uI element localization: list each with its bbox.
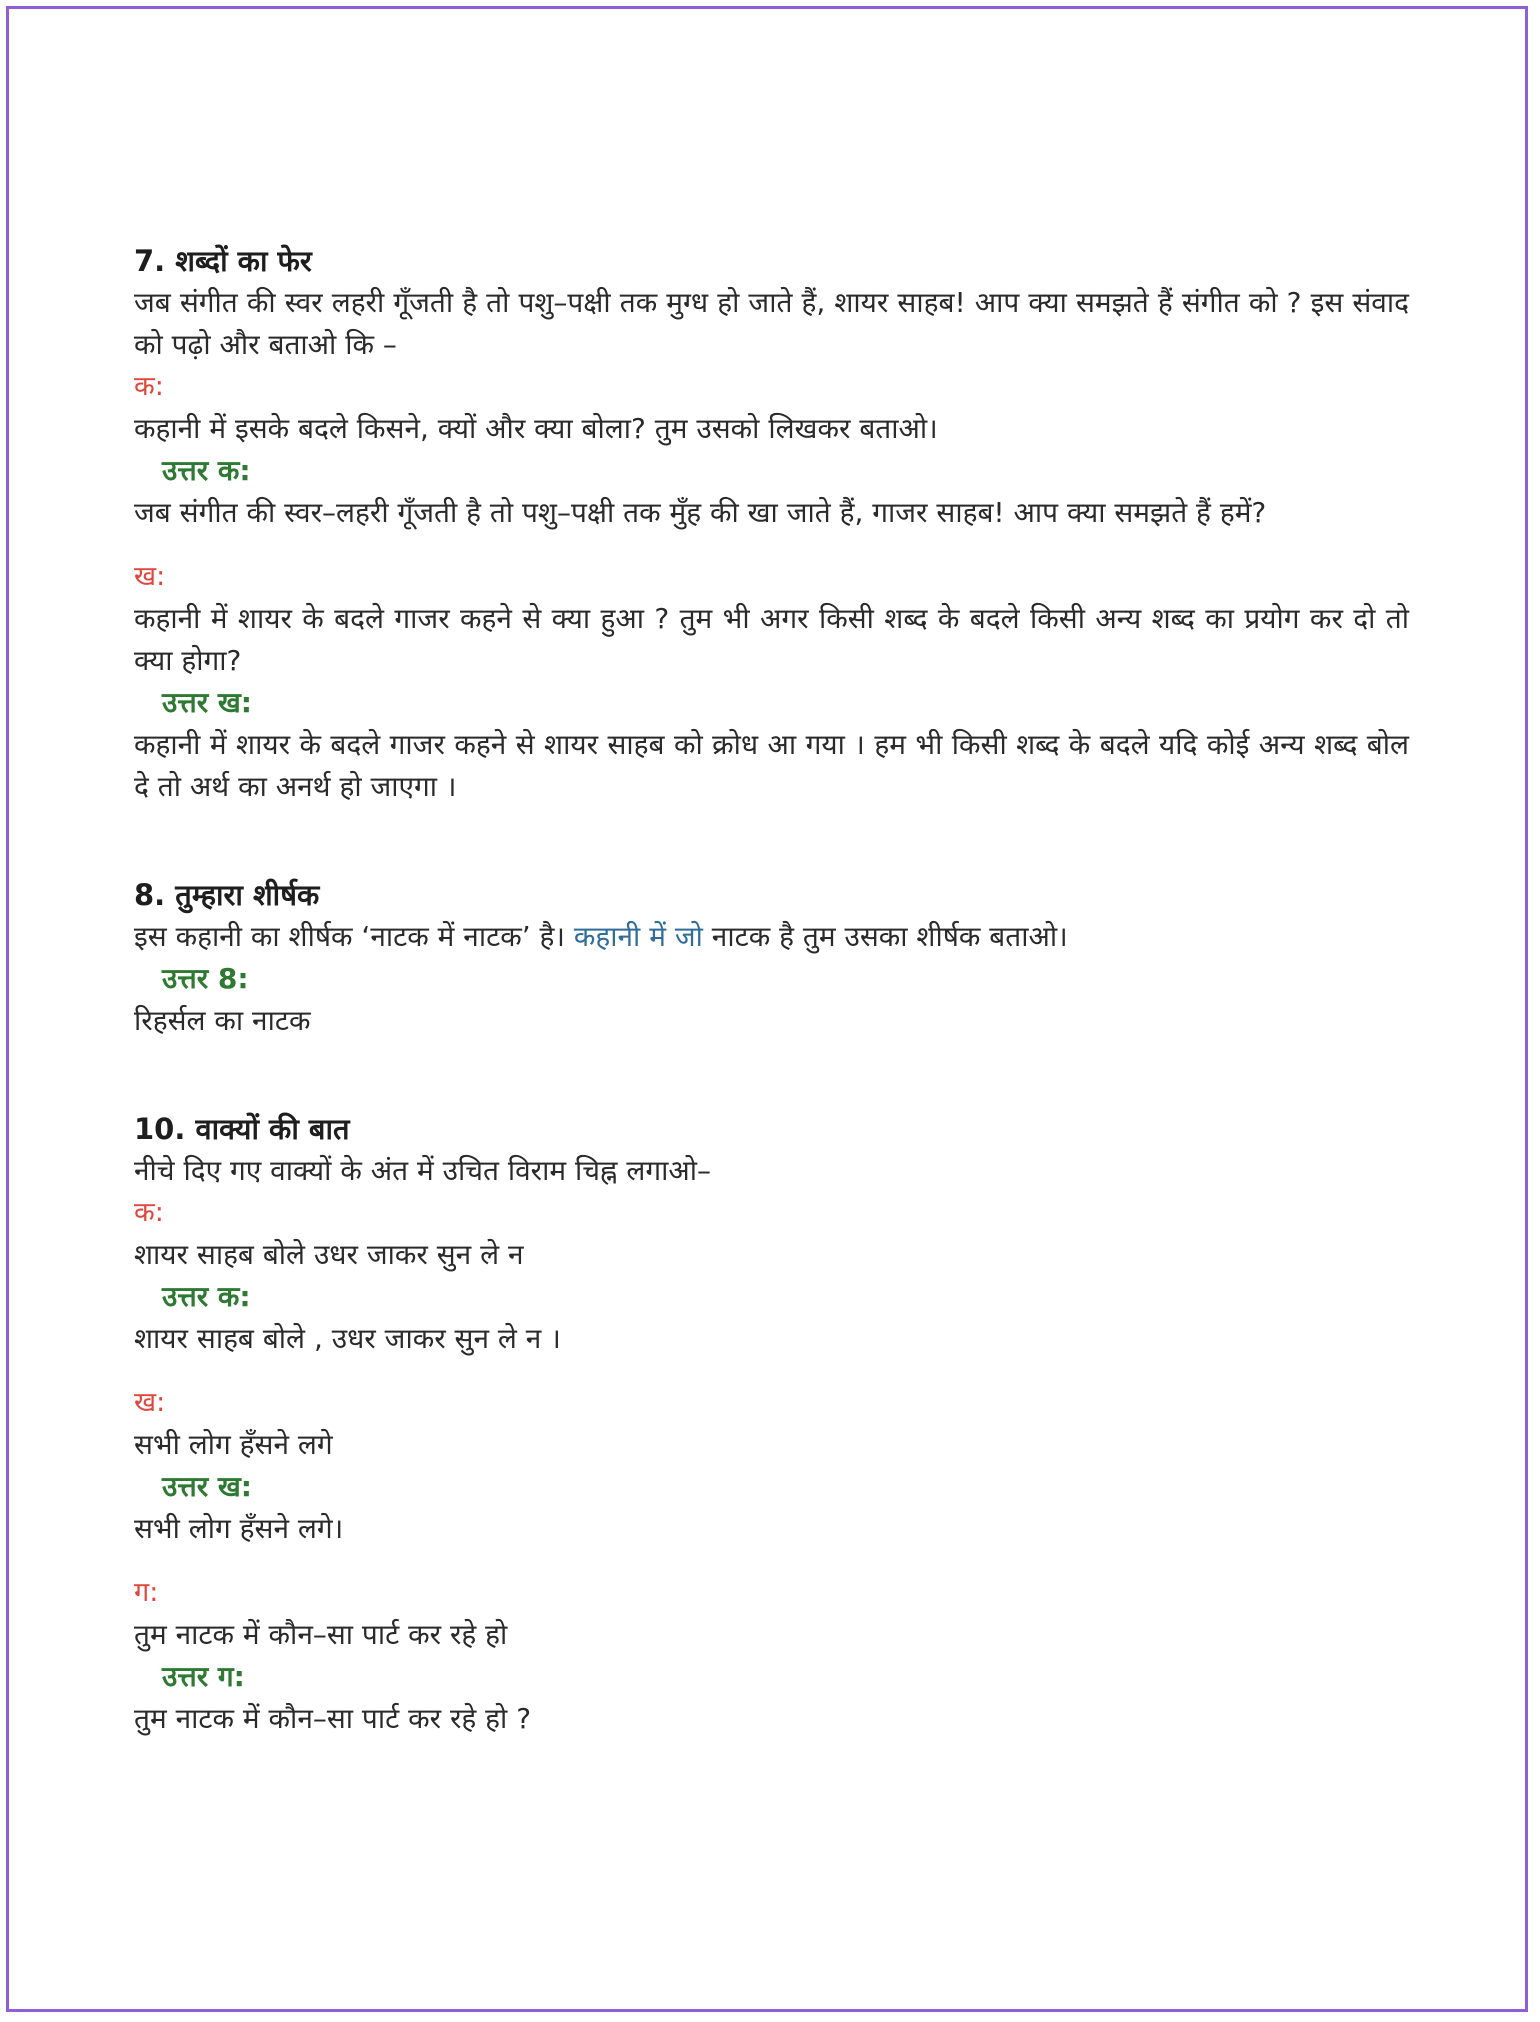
question-10a-text: शायर साहब बोले उधर जाकर सुन ले न xyxy=(134,1238,524,1271)
worksheet-content xyxy=(134,240,1409,1740)
question-10b-label: ख: xyxy=(134,1387,166,1418)
question-7b-text: कहानी में शायर के बदले गाजर कहने से क्या हुआ ? तुम भी अगर किसी शब्द के बदले किसी अन्य शब्द का प्रयोग कर दो तो क्या होगा? xyxy=(134,602,1409,677)
answer-10c-label: उत्तर ग: xyxy=(162,1660,245,1693)
question-8 xyxy=(134,874,1409,1042)
question-10 xyxy=(134,1108,1409,1740)
answer-8-label: उत्तर 8: xyxy=(162,962,249,995)
question-8-text-highlight: कहानी में जो xyxy=(573,920,703,953)
question-7a-label: क: xyxy=(134,371,164,402)
question-10a-label: क: xyxy=(134,1197,164,1228)
answer-10b-text: सभी लोग हँसने लगे। xyxy=(134,1512,344,1545)
question-8-text-part1: इस कहानी का शीर्षक ‘नाटक में नाटक’ है। xyxy=(134,920,565,953)
answer-10c-text: तुम नाटक में कौन–सा पार्ट कर रहे हो ? xyxy=(134,1702,532,1735)
question-7-intro: जब संगीत की स्वर लहरी गूँजती है तो पशु–पक्षी तक मुग्ध हो जाते हैं, शायर साहब! आप क्या समझते हैं संगीत को ? इस संवाद को पढ़ो और बताओ कि – xyxy=(134,286,1409,361)
answer-10a-text: शायर साहब बोले , उधर जाकर सुन ले न । xyxy=(134,1322,561,1355)
question-10b-text: सभी लोग हँसने लगे xyxy=(134,1428,333,1461)
question-10-heading: 10. वाक्यों की बात xyxy=(134,1112,350,1146)
question-8-text-part3: नाटक है तुम उसका शीर्षक बताओ। xyxy=(702,920,1068,953)
answer-10b-label: उत्तर ख: xyxy=(162,1470,252,1503)
question-10-intro: नीचे दिए गए वाक्यों के अंत में उचित विराम चिह्न लगाओ– xyxy=(134,1154,712,1187)
question-7b-label: ख: xyxy=(134,561,166,592)
answer-7a-text: जब संगीत की स्वर–लहरी गूँजती है तो पशु–पक्षी तक मुँह की खा जाते हैं, गाजर साहब! आप क्या समझते हैं हमें? xyxy=(134,496,1267,529)
question-7-heading: 7. शब्दों का फेर xyxy=(134,244,312,278)
question-7a-text: कहानी में इसके बदले किसने, क्यों और क्या बोला? तुम उसको लिखकर बताओ। xyxy=(134,412,938,445)
question-10c-text: तुम नाटक में कौन–सा पार्ट कर रहे हो xyxy=(134,1618,508,1651)
question-7 xyxy=(134,240,1409,808)
answer-7b-text: कहानी में शायर के बदले गाजर कहने से शायर साहब को क्रोध आ गया । हम भी किसी शब्द के बदले यदि कोई अन्य शब्द बोल दे तो अर्थ का अनर्थ हो जाएगा । xyxy=(134,728,1409,803)
answer-7a-label: उत्तर क: xyxy=(162,454,251,487)
question-8-text xyxy=(134,916,1409,958)
answer-8-text: रिहर्सल का नाटक xyxy=(134,1004,311,1037)
question-8-heading: 8. तुम्हारा शीर्षक xyxy=(134,878,320,912)
answer-10a-label: उत्तर क: xyxy=(162,1280,251,1313)
question-10c-label: ग: xyxy=(134,1577,159,1608)
answer-7b-label: उत्तर ख: xyxy=(162,686,252,719)
